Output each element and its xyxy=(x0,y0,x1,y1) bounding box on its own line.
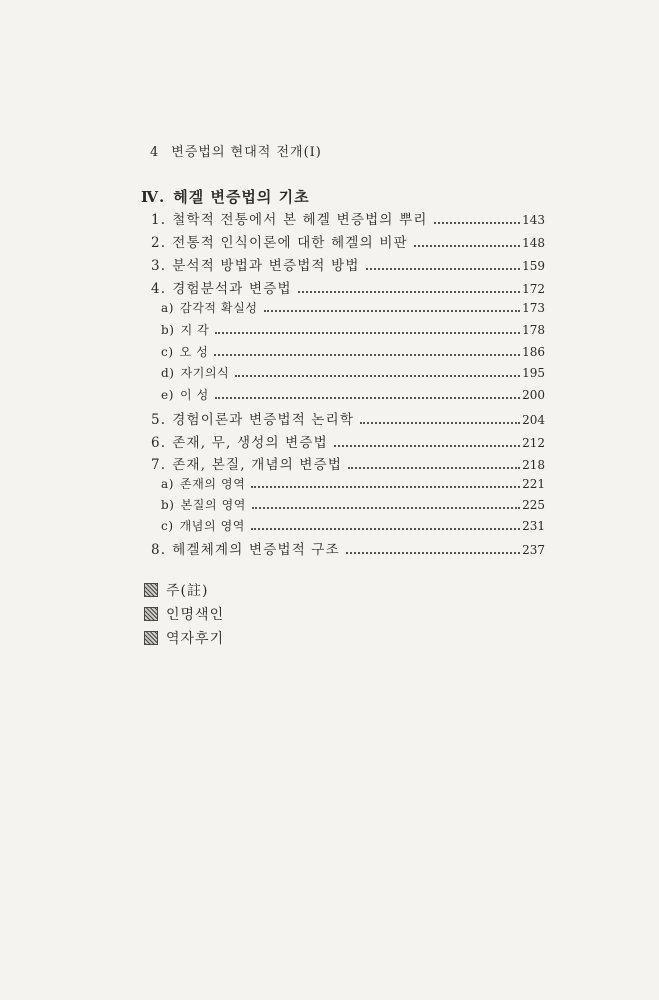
toc-entry-title: 본질의 영역 xyxy=(180,498,246,512)
toc-entry-number: 1. xyxy=(151,212,167,228)
toc-entry-title: 개념의 영역 xyxy=(179,519,245,533)
back-matter-label: 인명색인 xyxy=(166,607,225,623)
toc-entry-number: 7. xyxy=(151,457,167,473)
toc-subentry xyxy=(161,299,545,319)
toc-entry-page: 212 xyxy=(522,436,545,450)
toc-entry-page: 237 xyxy=(522,543,545,557)
toc-entry-title: 헤겔체계의 변증법적 구조 xyxy=(172,542,340,558)
dot-leader xyxy=(252,507,520,509)
toc-entry xyxy=(151,431,545,451)
toc-entry-title: 자기의식 xyxy=(180,366,230,380)
toc-entry-page: 221 xyxy=(522,477,545,491)
dot-leader xyxy=(298,291,520,293)
toc-entry-number: c) xyxy=(161,345,174,359)
toc-entry-page: 225 xyxy=(522,498,545,512)
hatched-square-icon xyxy=(144,607,158,621)
toc-entry-number: 8. xyxy=(151,542,167,558)
toc-entry-number: a) xyxy=(161,477,175,491)
toc-entry xyxy=(151,208,545,228)
toc-entry-page: 204 xyxy=(522,413,545,427)
toc-entry-title: 존재, 본질, 개념의 변증법 xyxy=(172,457,343,473)
toc-entry-number: 5. xyxy=(151,412,167,428)
hatched-square-icon xyxy=(144,583,158,597)
toc-entry-page: 178 xyxy=(522,323,545,337)
back-matter-label: 주(註) xyxy=(166,583,209,599)
toc-entry-title: 지 각 xyxy=(180,323,210,337)
toc-entry-number: 4. xyxy=(151,281,167,297)
toc-entry-title: 경험이론과 변증법적 논리학 xyxy=(172,412,355,428)
toc-entry-title: 분석적 방법과 변증법적 방법 xyxy=(172,258,360,274)
dot-leader xyxy=(251,528,520,530)
running-head xyxy=(150,141,322,160)
toc-entry xyxy=(151,254,545,274)
toc-entry-number: c) xyxy=(161,519,174,533)
toc-subentry xyxy=(161,496,545,516)
dot-leader xyxy=(334,445,520,447)
toc-entry-page: 173 xyxy=(522,301,545,315)
toc-subentry xyxy=(161,475,545,495)
toc-subentry xyxy=(161,343,545,363)
toc-entry-number: 2. xyxy=(151,235,167,251)
toc-subentry xyxy=(161,321,545,341)
dot-leader xyxy=(360,422,520,424)
toc-entry-number: d) xyxy=(161,366,175,380)
toc-entry-page: 195 xyxy=(522,366,545,380)
running-head-number: 4 xyxy=(150,145,160,160)
toc-entry-number: b) xyxy=(161,323,175,337)
dot-leader xyxy=(434,222,521,224)
toc-entry-title: 이 성 xyxy=(179,388,209,402)
running-head-title: 변증법의 현대적 전개(Ⅰ) xyxy=(171,145,322,160)
back-matter-notes xyxy=(144,580,208,600)
toc-entry-page: 148 xyxy=(522,236,545,250)
toc-entry xyxy=(151,408,545,428)
toc-entry xyxy=(151,453,545,473)
toc-entry-page: 231 xyxy=(522,519,545,533)
toc-entry-page: 172 xyxy=(522,282,545,296)
dot-leader xyxy=(414,245,520,247)
toc-entry-number: b) xyxy=(161,498,175,512)
toc-entry-page: 200 xyxy=(522,388,545,402)
dot-leader xyxy=(215,332,520,334)
toc-subentry xyxy=(161,364,545,384)
back-matter-name-index xyxy=(144,604,224,624)
toc-entry-page: 143 xyxy=(522,213,545,227)
back-matter-afterword xyxy=(144,628,224,648)
toc-entry-title: 철학적 전통에서 본 헤겔 변증법의 뿌리 xyxy=(172,212,428,228)
toc-entry-page: 159 xyxy=(522,259,545,273)
hatched-square-icon xyxy=(144,631,158,645)
dot-leader xyxy=(346,552,520,554)
dot-leader xyxy=(348,467,520,469)
toc-subentry xyxy=(161,386,545,406)
toc-entry-number: e) xyxy=(161,388,174,402)
toc-entry-number: 6. xyxy=(151,435,167,451)
section-roman-numeral: Ⅳ. xyxy=(141,188,166,206)
toc-entry-title: 전통적 인식이론에 대한 헤겔의 비판 xyxy=(172,235,408,251)
toc-entry-title: 오 성 xyxy=(179,345,209,359)
dot-leader xyxy=(264,310,520,312)
toc-subentry xyxy=(161,517,545,537)
dot-leader xyxy=(235,375,520,377)
toc-entry-page: 186 xyxy=(522,345,545,359)
section-heading xyxy=(141,186,310,207)
dot-leader xyxy=(251,486,520,488)
toc-entry-title: 존재, 무, 생성의 변증법 xyxy=(172,435,328,451)
toc-entry-number: 3. xyxy=(151,258,167,274)
toc-entry-number: a) xyxy=(161,301,175,315)
dot-leader xyxy=(214,354,520,356)
toc-entry-page: 218 xyxy=(522,458,545,472)
section-title: 헤겔 변증법의 기초 xyxy=(173,188,310,206)
dot-leader xyxy=(215,397,520,399)
toc-entry xyxy=(151,538,545,558)
toc-entry xyxy=(151,277,545,297)
toc-entry-title: 감각적 확실성 xyxy=(180,301,258,315)
toc-entry-title: 경험분석과 변증법 xyxy=(172,281,292,297)
toc-entry xyxy=(151,231,545,251)
back-matter-label: 역자후기 xyxy=(166,631,225,647)
toc-entry-title: 존재의 영역 xyxy=(180,477,246,491)
dot-leader xyxy=(366,268,520,270)
